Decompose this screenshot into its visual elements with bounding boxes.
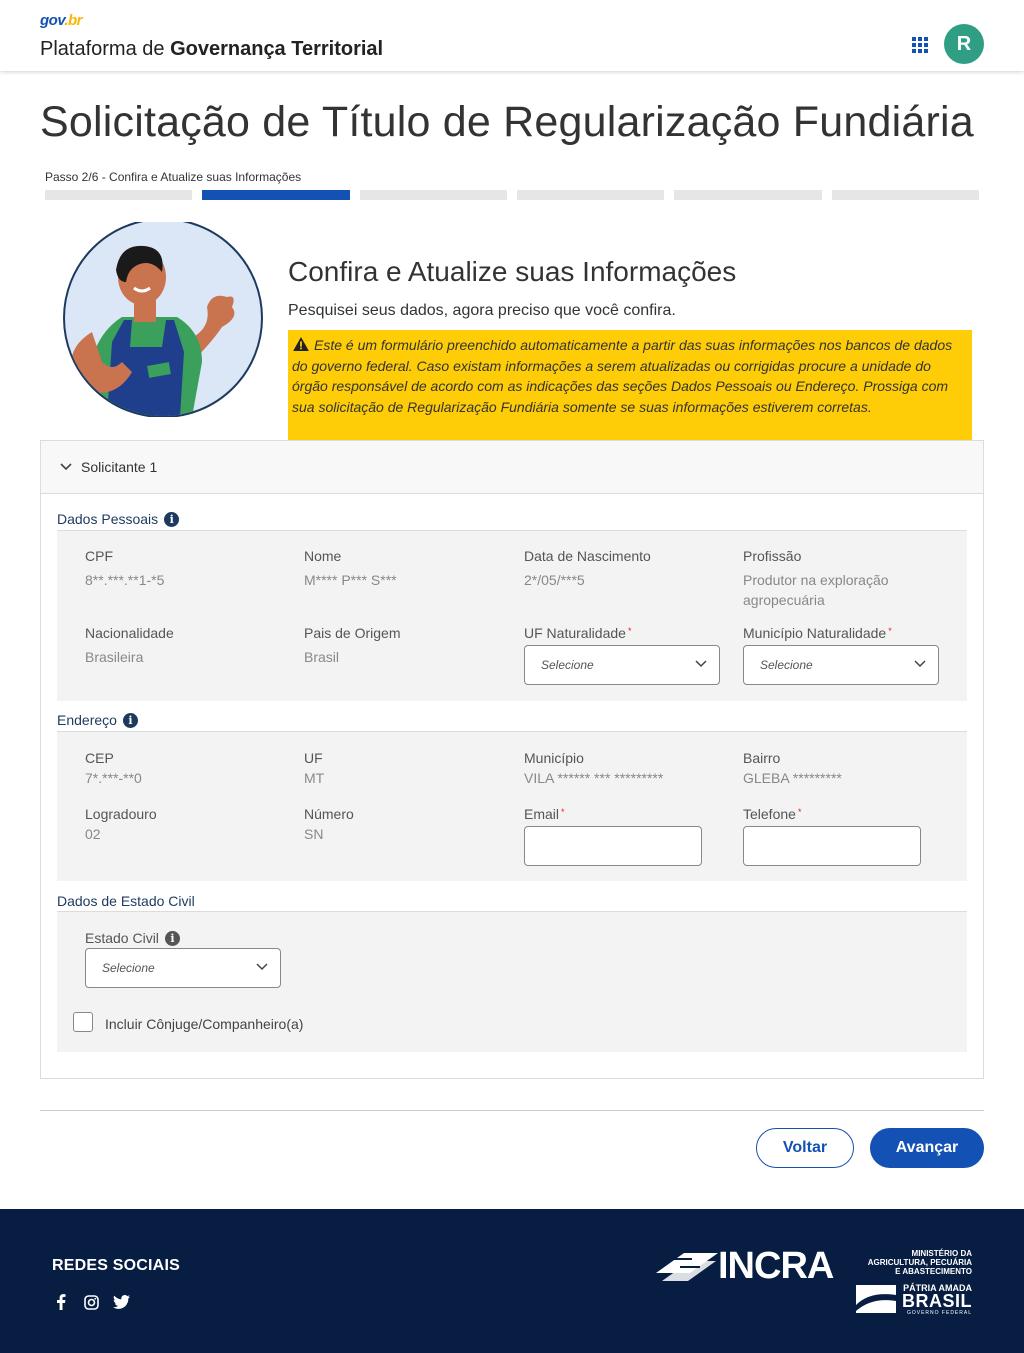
warning-message: Este é um formulário preenchido automaticamente a partir das suas informações nos bancos de dados do governo federal. Caso existam informações a serem atualizadas ou corrigidas procure a unidade do órgão responsável de acordo com as indicações das seções Dados Pessoais ou Endereço. Prossiga com sua solicitação de Regularização Fundiária somente se suas informações estiverem corretas. (288, 330, 972, 440)
step-label: Passo 2/6 - Confira e Atualize suas Informações (45, 170, 302, 184)
cep-field: CEP 7*.***-**0 (85, 750, 142, 786)
chevron-down-icon (914, 660, 926, 668)
accordion-title: Solicitante 1 (81, 459, 158, 475)
section-subtitle: Pesquisei seus dados, agora preciso que você confira. (288, 302, 676, 319)
personal-data-title: Dados Pessoais i (57, 511, 179, 527)
brasil-flag-icon (856, 1285, 896, 1313)
info-icon[interactable]: i (123, 713, 138, 728)
progress-step-4 (517, 190, 664, 200)
site-header (0, 0, 1024, 71)
incra-logo: INCRA (654, 1247, 836, 1287)
warning-icon (292, 337, 310, 351)
ministry-logo: MINISTÉRIO DA AGRICULTURA, PECUÁRIA E ABASTECIMENTO (867, 1249, 972, 1276)
brasil-logo: PÁTRIA AMADA BRASIL GOVERNO FEDERAL (856, 1283, 972, 1317)
incra-mark-icon (654, 1247, 720, 1287)
accordion-header[interactable] (41, 441, 983, 494)
uf-naturalidade-label: UF Naturalidade * (524, 625, 632, 641)
apps-grid-icon[interactable] (912, 37, 928, 53)
uf-naturalidade-select[interactable]: Selecione (524, 645, 720, 685)
civil-status-panel (57, 912, 967, 1052)
civil-status-title: Dados de Estado Civil (57, 893, 195, 909)
municipio-field: Município VILA ****** *** ********* (524, 750, 664, 786)
platform-title: Plataforma de Governança Territorial (40, 38, 384, 60)
chevron-down-icon (59, 460, 73, 474)
address-title: Endereço i (57, 712, 138, 728)
info-icon[interactable]: i (165, 931, 180, 946)
social-title: REDES SOCIAIS (52, 1257, 180, 1274)
user-avatar[interactable]: R (944, 24, 984, 64)
bairro-field: Bairro GLEBA ********* (743, 750, 842, 786)
uf-field: UF MT (304, 750, 325, 786)
chevron-down-icon (695, 660, 707, 668)
social-icons (52, 1293, 130, 1311)
include-spouse-label[interactable]: Incluir Cônjuge/Companheiro(a) (105, 1016, 304, 1032)
page-title: Solicitação de Título de Regularização Fundiária (40, 98, 974, 146)
step-progress-bar (45, 190, 979, 200)
instagram-icon[interactable] (82, 1293, 100, 1311)
logradouro-field: Logradouro 02 (85, 806, 157, 842)
chevron-down-icon (256, 963, 268, 971)
info-icon[interactable]: i (164, 512, 179, 527)
municipio-naturalidade-select[interactable]: Selecione (743, 645, 939, 685)
twitter-icon[interactable] (112, 1293, 130, 1311)
estado-civil-select[interactable]: Selecione (85, 948, 281, 988)
actions-divider (40, 1110, 984, 1111)
nationality-field: Nacionalidade Brasileira (85, 625, 174, 665)
cpf-field: CPF 8**.***.**1-*5 (85, 548, 165, 588)
numero-field: Número SN (304, 806, 354, 842)
farmer-illustration (62, 222, 264, 417)
telefone-label: Telefone * (743, 806, 802, 822)
municipio-naturalidade-label: Município Naturalidade * (743, 625, 892, 641)
birthdate-field: Data de Nascimento 2*/05/***5 (524, 548, 651, 588)
progress-step-2 (202, 190, 349, 200)
personal-data-panel (57, 531, 967, 701)
email-input[interactable] (524, 826, 702, 866)
profession-field: Profissão Produtor na exploração agropecuária (743, 548, 889, 608)
email-label: Email * (524, 806, 565, 822)
govbr-logo[interactable]: gov.br (40, 12, 83, 29)
progress-step-5 (674, 190, 821, 200)
estado-civil-label: Estado Civil i (85, 930, 285, 946)
progress-step-3 (360, 190, 507, 200)
address-panel (57, 732, 967, 881)
solicitante-accordion (40, 440, 984, 1079)
progress-step-6 (832, 190, 979, 200)
facebook-icon[interactable] (52, 1293, 70, 1311)
back-button[interactable]: Voltar (756, 1128, 854, 1168)
progress-step-1 (45, 190, 192, 200)
include-spouse-checkbox[interactable] (73, 1012, 93, 1032)
section-heading: Confira e Atualize suas Informações (288, 256, 737, 287)
site-footer (0, 1209, 1024, 1353)
telefone-input[interactable] (743, 826, 921, 866)
next-button[interactable]: Avançar (870, 1128, 984, 1168)
country-field: Pais de Origem Brasil (304, 625, 401, 665)
name-field: Nome M**** P*** S*** (304, 548, 397, 588)
